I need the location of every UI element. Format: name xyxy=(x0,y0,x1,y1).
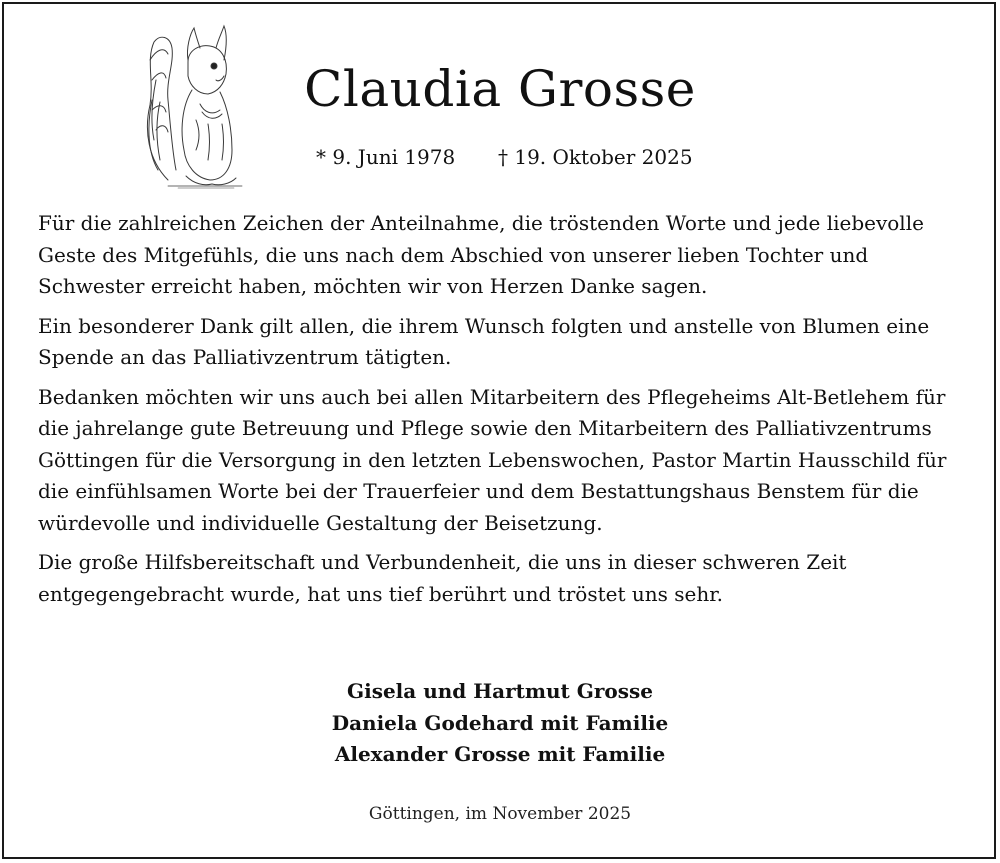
death-date: † 19. Oktober 2025 xyxy=(498,145,693,169)
signatures xyxy=(0,676,1000,771)
paragraph: Ein besonderer Dank gilt allen, die ihrem Wunsch folgten und anstelle von Blumen eine Spende an das Palliativzentrum tätigten. xyxy=(38,313,930,369)
place-date: Göttingen, im November 2025 xyxy=(368,804,632,824)
paragraph: Bedanken möchten wir uns auch bei allen Mitarbeitern des Pflegeheims Alt-Betlehem für die jahrelange gute Betreuung und Pflege sowie den Mitarbeitern des Palliativzentrums Göttingen für die Versorgung in den letzten Lebenswochen, Pastor Martin Hausschild für die einfühlsamen Worte bei der Trauerfeier und dem Bestattungshaus Benstem für die würdevolle und individuelle Gestaltung der Beisetzung. xyxy=(38,384,947,535)
deceased-name: Claudia Grosse xyxy=(304,60,696,118)
signature-line: Alexander Grosse mit Familie xyxy=(334,742,666,766)
signature-line: Daniela Godehard mit Familie xyxy=(331,710,669,735)
signature-line: Gisela und Hartmut Grosse xyxy=(347,679,653,703)
paragraph: Die große Hilfsbereitschaft und Verbundenheit, die uns in dieser schweren Zeit entgegengebracht wurde, hat uns tief berührt und tröstet uns sehr. xyxy=(38,550,847,606)
squirrel-icon xyxy=(138,20,250,190)
birth-date: * 9. Juni 1978 xyxy=(316,145,456,169)
paragraph: Für die zahlreichen Zeichen der Anteilnahme, die tröstenden Worte und jede liebevolle Geste des Mitgefühls, die uns nach dem Abschied von unserer lieben Tochter und Schwester erreicht haben, möchten wir von Herzen Danke sagen. xyxy=(38,211,924,298)
thank-you-text xyxy=(38,208,973,618)
